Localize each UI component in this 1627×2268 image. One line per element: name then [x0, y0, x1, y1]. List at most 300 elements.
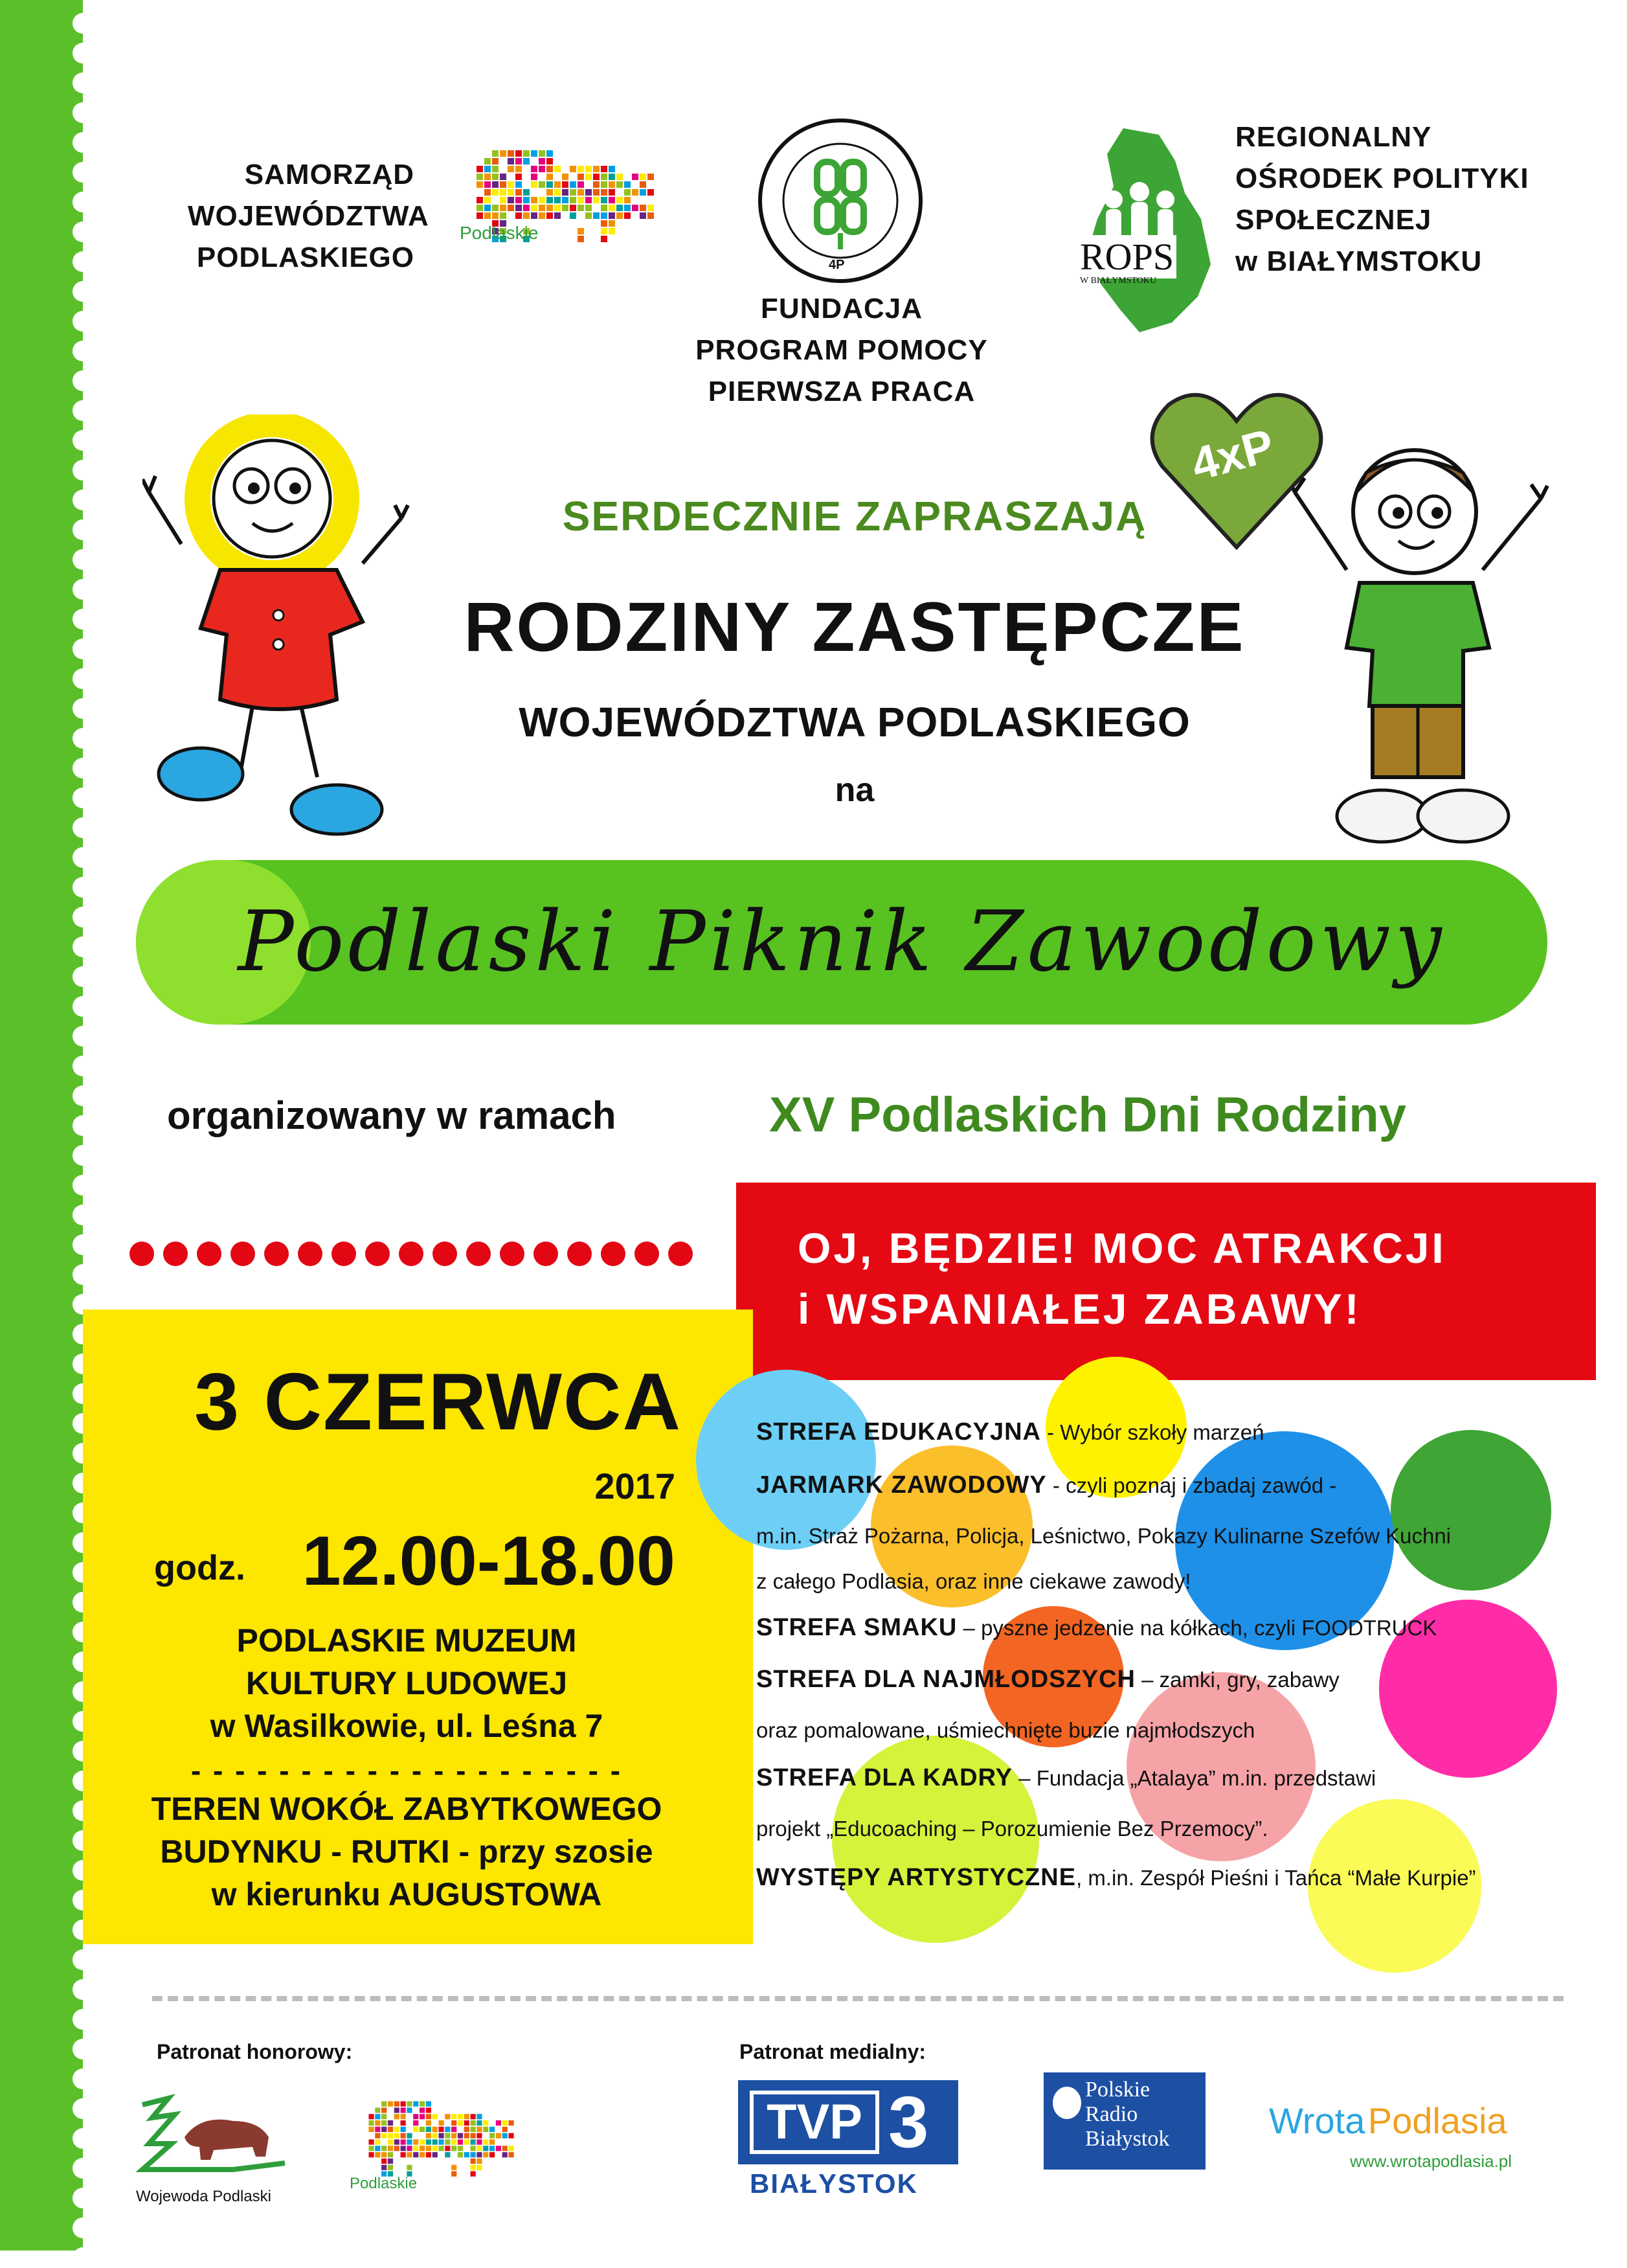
mosaic-tile	[531, 150, 537, 157]
mosaic-tile	[624, 212, 631, 219]
perforation-hole	[73, 2158, 93, 2179]
perforation-hole	[73, 877, 93, 898]
red-dot	[432, 1242, 457, 1266]
program-item	[756, 1471, 1336, 1499]
mosaic-tile	[616, 205, 623, 211]
mosaic-tile	[464, 2152, 469, 2157]
mosaic-tile	[539, 166, 545, 172]
mosaic-tile	[570, 166, 576, 172]
mosaic-tile	[368, 2127, 374, 2132]
mosaic-tile	[483, 2139, 488, 2144]
mosaic-tile	[508, 2146, 513, 2151]
program-item-text: , m.in. Zespół Pieśni i Tańca “Małe Kurpie”	[1076, 1866, 1476, 1890]
mosaic-tile	[601, 212, 607, 219]
mosaic-tile	[508, 166, 514, 172]
perforation-hole	[73, 549, 93, 570]
mosaic-tile	[489, 2152, 495, 2157]
mosaic-tile	[601, 189, 607, 196]
mosaic-tile	[477, 212, 483, 219]
mosaic-tile	[420, 2107, 425, 2113]
mosaic-tile	[388, 2133, 393, 2138]
mosaic-tile	[609, 197, 615, 203]
mosaic-tile	[438, 2133, 443, 2138]
program-item-text: z całego Podlasia, oraz inne ciekawe zawody!	[756, 1569, 1191, 1593]
perforation-hole	[73, 698, 93, 719]
mosaic-tile	[438, 2127, 443, 2132]
mosaic-tile	[477, 2133, 482, 2138]
mosaic-tile	[554, 189, 561, 196]
program-item-label: JARMARK ZAWODOWY	[756, 1471, 1047, 1499]
mosaic-tile	[554, 205, 561, 211]
mosaic-tile	[578, 174, 584, 180]
mosaic-tile	[492, 166, 499, 172]
perforation-hole	[73, 1205, 93, 1225]
mosaic-tile	[601, 174, 607, 180]
program-item-text: - czyli poznaj i zbadaj zawód -	[1046, 1473, 1337, 1497]
mosaic-tile	[477, 2120, 482, 2126]
event-hours: 12.00-18.00	[302, 1521, 675, 1600]
mosaic-tile	[407, 2139, 412, 2144]
perforation-hole	[73, 519, 93, 540]
mosaic-tile	[388, 2165, 393, 2170]
mosaic-tile	[420, 2127, 425, 2132]
perforation-hole	[73, 1175, 93, 1196]
mosaic-tile	[647, 212, 654, 219]
podlasia-word: Podlasia	[1367, 2100, 1507, 2141]
mosaic-tile	[546, 150, 553, 157]
mosaic-tile	[451, 2165, 456, 2170]
perforated-edge-strip	[0, 0, 83, 2251]
fundacja-line: PIERWSZA PRACA	[708, 376, 976, 407]
mosaic-tile	[500, 205, 506, 211]
mosaic-tile	[515, 166, 522, 172]
mosaic-tile	[381, 2127, 387, 2132]
mosaic-tile	[496, 2120, 501, 2126]
mosaic-tile	[489, 2127, 495, 2132]
mosaic-tile	[640, 205, 646, 211]
mosaic-tile	[523, 212, 530, 219]
perforation-hole	[73, 281, 93, 302]
invite-headline: RODZINY ZASTĘPCZE	[464, 587, 1246, 666]
program-item	[756, 1567, 1191, 1595]
mosaic-tile	[438, 2120, 443, 2126]
mosaic-tile	[562, 174, 568, 180]
mosaic-tile	[432, 2114, 438, 2119]
mosaic-tile	[484, 189, 491, 196]
mosaic-tile	[464, 2133, 469, 2138]
mosaic-tile	[554, 212, 561, 219]
mosaic-tile	[624, 181, 631, 188]
mosaic-tile	[508, 181, 514, 188]
perforation-hole	[73, 2217, 93, 2238]
radio-line: Polskie	[1085, 2078, 1150, 2102]
perforation-hole	[73, 639, 93, 659]
mosaic-tile	[420, 2102, 425, 2107]
perforation-hole	[73, 1264, 93, 1285]
perforation-hole	[73, 2039, 93, 2059]
mosaic-tile	[508, 205, 514, 211]
mosaic-tile	[388, 2120, 393, 2126]
mosaic-tile	[407, 2146, 412, 2151]
mosaic-tile	[508, 197, 514, 203]
mosaic-tile	[426, 2107, 431, 2113]
mosaic-tile	[500, 212, 506, 219]
program-item	[756, 1522, 1451, 1550]
mosaic-tile	[413, 2152, 418, 2157]
mosaic-tile	[381, 2120, 387, 2126]
mosaic-tile	[426, 2133, 431, 2138]
mosaic-tile	[375, 2120, 380, 2126]
mosaic-tile	[570, 189, 576, 196]
mosaic-tile	[624, 197, 631, 203]
mosaic-tile	[554, 181, 561, 188]
mosaic-tile	[381, 2146, 387, 2151]
program-item	[756, 1614, 1437, 1642]
mosaic-tile	[426, 2127, 431, 2132]
red-dot	[331, 1242, 356, 1266]
seal-mark-text: 4P	[829, 258, 845, 272]
mosaic-tile	[593, 189, 600, 196]
mosaic-tile	[601, 205, 607, 211]
mosaic-tile	[492, 189, 499, 196]
mosaic-tile	[492, 150, 499, 157]
perforation-hole	[73, 966, 93, 987]
mosaic-tile	[413, 2146, 418, 2151]
red-dot	[163, 1242, 188, 1266]
mosaic-tile	[515, 181, 522, 188]
mosaic-tile	[515, 174, 522, 180]
red-dot	[500, 1242, 524, 1266]
mosaic-tile	[375, 2133, 380, 2138]
mosaic-tile	[432, 2146, 438, 2151]
program-item-label: STREFA DLA KADRY	[756, 1764, 1013, 1791]
program-item-label: STREFA EDUKACYJNA	[756, 1418, 1041, 1446]
mosaic-tile	[381, 2114, 387, 2119]
mosaic-tile	[445, 2152, 450, 2157]
mosaic-tile	[585, 166, 592, 172]
mosaic-tile	[368, 2139, 374, 2144]
perforation-hole	[73, 2009, 93, 2030]
mosaic-tile	[484, 212, 491, 219]
mosaic-tile	[381, 2133, 387, 2138]
mosaic-tile	[500, 189, 506, 196]
mosaic-tile	[483, 2146, 488, 2151]
organized-highlight: XV Podlaskich Dni Rodziny	[769, 1087, 1406, 1142]
mosaic-tile	[477, 205, 483, 211]
perforation-hole	[73, 102, 93, 123]
mosaic-tile	[539, 197, 545, 203]
footer-divider	[152, 1996, 1564, 2001]
perforation-hole	[73, 251, 93, 272]
mosaic-tile	[477, 2127, 482, 2132]
mosaic-tile	[401, 2107, 406, 2113]
mosaic-tile	[420, 2146, 425, 2151]
mosaic-tile	[593, 197, 600, 203]
mosaic-tile	[426, 2102, 431, 2107]
mosaic-tile	[388, 2139, 393, 2144]
radio-line: Białystok	[1085, 2127, 1170, 2151]
mosaic-tile	[647, 174, 654, 180]
mosaic-tile	[471, 2133, 476, 2138]
mosaic-tile	[492, 205, 499, 211]
mosaic-tile	[381, 2102, 387, 2107]
hours-prefix: godz.	[154, 1548, 245, 1587]
event-year: 2017	[594, 1466, 675, 1506]
perforation-hole	[73, 609, 93, 629]
mosaic-tile	[508, 189, 514, 196]
mosaic-tile	[471, 2120, 476, 2126]
mosaic-tile	[401, 2139, 406, 2144]
mosaic-tile	[471, 2159, 476, 2164]
mosaic-tile	[445, 2127, 450, 2132]
tvp-number: 3	[888, 2081, 929, 2162]
podlaskie-footer-logo	[350, 2098, 524, 2208]
event-title-banner	[136, 860, 1547, 1025]
mosaic-tile	[578, 197, 584, 203]
mosaic-tile	[502, 2127, 508, 2132]
red-dot	[264, 1242, 289, 1266]
mosaic-tile	[394, 2114, 399, 2119]
program-item	[756, 1666, 1340, 1694]
perforation-hole	[73, 907, 93, 927]
mosaic-tile	[609, 212, 615, 219]
program-item-text: – Fundacja „Atalaya” m.in. przedstawi	[1013, 1766, 1376, 1790]
red-dot	[634, 1242, 659, 1266]
mosaic-tile	[451, 2146, 456, 2151]
mosaic-tile	[394, 2139, 399, 2144]
mosaic-tile	[502, 2152, 508, 2157]
mosaic-tile	[394, 2102, 399, 2107]
mosaic-tile	[401, 2133, 406, 2138]
mosaic-tile	[640, 189, 646, 196]
perforation-hole	[73, 400, 93, 421]
perforation-hole	[73, 1145, 93, 1166]
red-dot	[533, 1242, 558, 1266]
program-item	[756, 1418, 1264, 1446]
mosaic-tile	[426, 2114, 431, 2119]
mosaic-tile	[432, 2133, 438, 2138]
attractions-line-1: OJ, BĘDZIE! MOC ATRAKCJI	[798, 1224, 1446, 1272]
mosaic-tile	[496, 2146, 501, 2151]
perforation-hole	[73, 996, 93, 1017]
perforation-hole	[73, 490, 93, 510]
perforation-hole	[73, 579, 93, 600]
mosaic-tile	[413, 2120, 418, 2126]
mosaic-tile	[420, 2139, 425, 2144]
perforation-hole	[73, 936, 93, 957]
mosaic-tile	[601, 197, 607, 203]
mosaic-tile	[609, 166, 615, 172]
perforation-hole	[73, 192, 93, 212]
mosaic-tile	[375, 2139, 380, 2144]
wrota-podlasia-logo	[1269, 2100, 1507, 2142]
red-dot	[365, 1242, 390, 1266]
mosaic-tile	[492, 212, 499, 219]
mosaic-tile	[593, 166, 600, 172]
red-dot	[129, 1242, 154, 1266]
program-item-label: WYSTĘPY ARTYSTYCZNE	[756, 1864, 1077, 1891]
mosaic-tile	[500, 150, 506, 157]
mosaic-tile	[458, 2139, 463, 2144]
mosaic-tile	[445, 2114, 450, 2119]
mosaic-tile	[508, 158, 514, 164]
perforation-hole	[73, 1949, 93, 1970]
mosaic-tile	[546, 174, 553, 180]
mosaic-tile	[523, 205, 530, 211]
mosaic-tile	[609, 205, 615, 211]
tvp-letters: TVP	[750, 2091, 879, 2154]
mosaic-tile	[546, 189, 553, 196]
program-item-label: STREFA SMAKU	[756, 1614, 958, 1641]
mosaic-tile	[585, 174, 592, 180]
mosaic-tile	[585, 197, 592, 203]
mosaic-tile	[375, 2127, 380, 2132]
mosaic-tile	[477, 197, 483, 203]
mosaic-tile	[432, 2139, 438, 2144]
mosaic-tile	[647, 205, 654, 211]
program-item	[756, 1716, 1255, 1744]
venue-divider: - - - - - - - - - - - - - - - - - - - -	[190, 1754, 623, 1787]
mosaic-tile	[531, 174, 537, 180]
perforation-hole	[73, 221, 93, 242]
mosaic-tile	[401, 2120, 406, 2126]
mosaic-tile	[585, 205, 592, 211]
mosaic-tile	[570, 181, 576, 188]
mosaic-tile	[562, 189, 568, 196]
mosaic-tile	[445, 2133, 450, 2138]
mosaic-tile	[531, 205, 537, 211]
mosaic-tile	[531, 181, 537, 188]
mosaic-tile	[502, 2146, 508, 2151]
mosaic-tile	[640, 212, 646, 219]
mosaic-tile	[381, 2152, 387, 2157]
mosaic-tile	[451, 2133, 456, 2138]
perforation-hole	[73, 162, 93, 183]
mosaic-tile	[426, 2152, 431, 2157]
mosaic-tile	[426, 2146, 431, 2151]
mosaic-tile	[464, 2114, 469, 2119]
mosaic-tile	[609, 174, 615, 180]
mosaic-tile	[593, 212, 600, 219]
mosaic-tile	[420, 2114, 425, 2119]
mosaic-tile	[388, 2152, 393, 2157]
perforation-hole	[73, 311, 93, 332]
perforation-hole	[73, 1234, 93, 1255]
program-item-text: oraz pomalowane, uśmiechnięte buzie najmłodszych	[756, 1718, 1255, 1742]
mosaic-tile	[593, 174, 600, 180]
mosaic-tile	[451, 2114, 456, 2119]
program-item-label: STREFA DLA NAJMŁODSZYCH	[756, 1666, 1136, 1693]
mosaic-tile	[508, 150, 514, 157]
mosaic-tile	[458, 2120, 463, 2126]
mosaic-tile	[477, 2152, 482, 2157]
mosaic-tile	[578, 236, 584, 242]
mosaic-tile	[451, 2120, 456, 2126]
mosaic-tile	[539, 212, 545, 219]
mosaic-tile	[471, 2152, 476, 2157]
mosaic-tile	[609, 228, 615, 234]
wrota-word: Wrota	[1269, 2100, 1365, 2141]
red-dot	[601, 1242, 625, 1266]
mosaic-tile	[609, 189, 615, 196]
mosaic-tile	[426, 2139, 431, 2144]
mosaic-tile	[477, 2165, 482, 2170]
mosaic-tile	[483, 2152, 488, 2157]
mosaic-tile	[601, 166, 607, 172]
mosaic-tile	[484, 174, 491, 180]
red-dot	[230, 1242, 255, 1266]
mosaic-tile	[484, 158, 491, 164]
radio-line: Radio	[1085, 2102, 1138, 2126]
perforation-hole	[73, 132, 93, 153]
wojewoda-logo	[129, 2092, 304, 2215]
mosaic-tile	[375, 2152, 380, 2157]
mosaic-tile	[531, 166, 537, 172]
mosaic-tile	[432, 2152, 438, 2157]
mosaic-tile	[368, 2120, 374, 2126]
mosaic-tile	[562, 205, 568, 211]
mosaic-tile	[546, 181, 553, 188]
event-date: 3 CZERWCA	[194, 1357, 682, 1447]
perforation-hole	[73, 430, 93, 451]
mosaic-tile	[647, 189, 654, 196]
rops-text	[1235, 117, 1572, 282]
mosaic-tile	[523, 197, 530, 203]
mosaic-tile	[546, 205, 553, 211]
mosaic-tile	[578, 228, 584, 234]
event-title: Podlaski Piknik Zawodowy	[238, 894, 1446, 990]
mosaic-tile	[477, 166, 483, 172]
mosaic-tile	[632, 189, 638, 196]
mosaic-tile	[601, 220, 607, 227]
mosaic-tile	[539, 158, 545, 164]
mosaic-tile	[484, 197, 491, 203]
perforation-hole	[73, 43, 93, 63]
mosaic-tile	[570, 197, 576, 203]
mosaic-tile	[388, 2159, 393, 2164]
podlaskie-bison-logo	[453, 150, 667, 254]
program-item-text: m.in. Straż Pożarna, Policja, Leśnictwo, Pokazy Kulinarne Szefów Kuchni	[756, 1524, 1452, 1548]
perforation-hole	[73, 817, 93, 838]
podlaskie-footer-label: Podlaskie	[350, 2175, 418, 2192]
mosaic-tile	[407, 2133, 412, 2138]
mosaic-tile	[407, 2165, 412, 2170]
mosaic-tile	[420, 2152, 425, 2157]
mosaic-tile	[477, 181, 483, 188]
mosaic-tile	[539, 181, 545, 188]
mosaic-tile	[546, 212, 553, 219]
program-item-text: projekt „Educoaching – Porozumienie Bez Przemocy”.	[756, 1817, 1268, 1841]
mosaic-tile	[471, 2127, 476, 2132]
mosaic-tile	[368, 2114, 374, 2119]
perforation-hole	[73, 2069, 93, 2089]
perforation-hole	[73, 1979, 93, 2000]
mosaic-tile	[562, 181, 568, 188]
red-dot	[197, 1242, 221, 1266]
mosaic-tile	[401, 2127, 406, 2132]
samorzad-line: WOJEWÓDZTWA	[188, 200, 429, 232]
mosaic-tile	[401, 2114, 406, 2119]
mosaic-tile	[632, 174, 638, 180]
mosaic-tile	[388, 2102, 393, 2107]
honorary-patronage-label: Patronat honorowy:	[157, 2040, 353, 2063]
mosaic-tile	[593, 181, 600, 188]
mosaic-tile	[477, 2159, 482, 2164]
mosaic-tile	[471, 2165, 476, 2170]
perforation-hole	[73, 460, 93, 481]
mosaic-tile	[471, 2146, 476, 2151]
rops-line: w BIAŁYMSTOKU	[1235, 245, 1483, 277]
